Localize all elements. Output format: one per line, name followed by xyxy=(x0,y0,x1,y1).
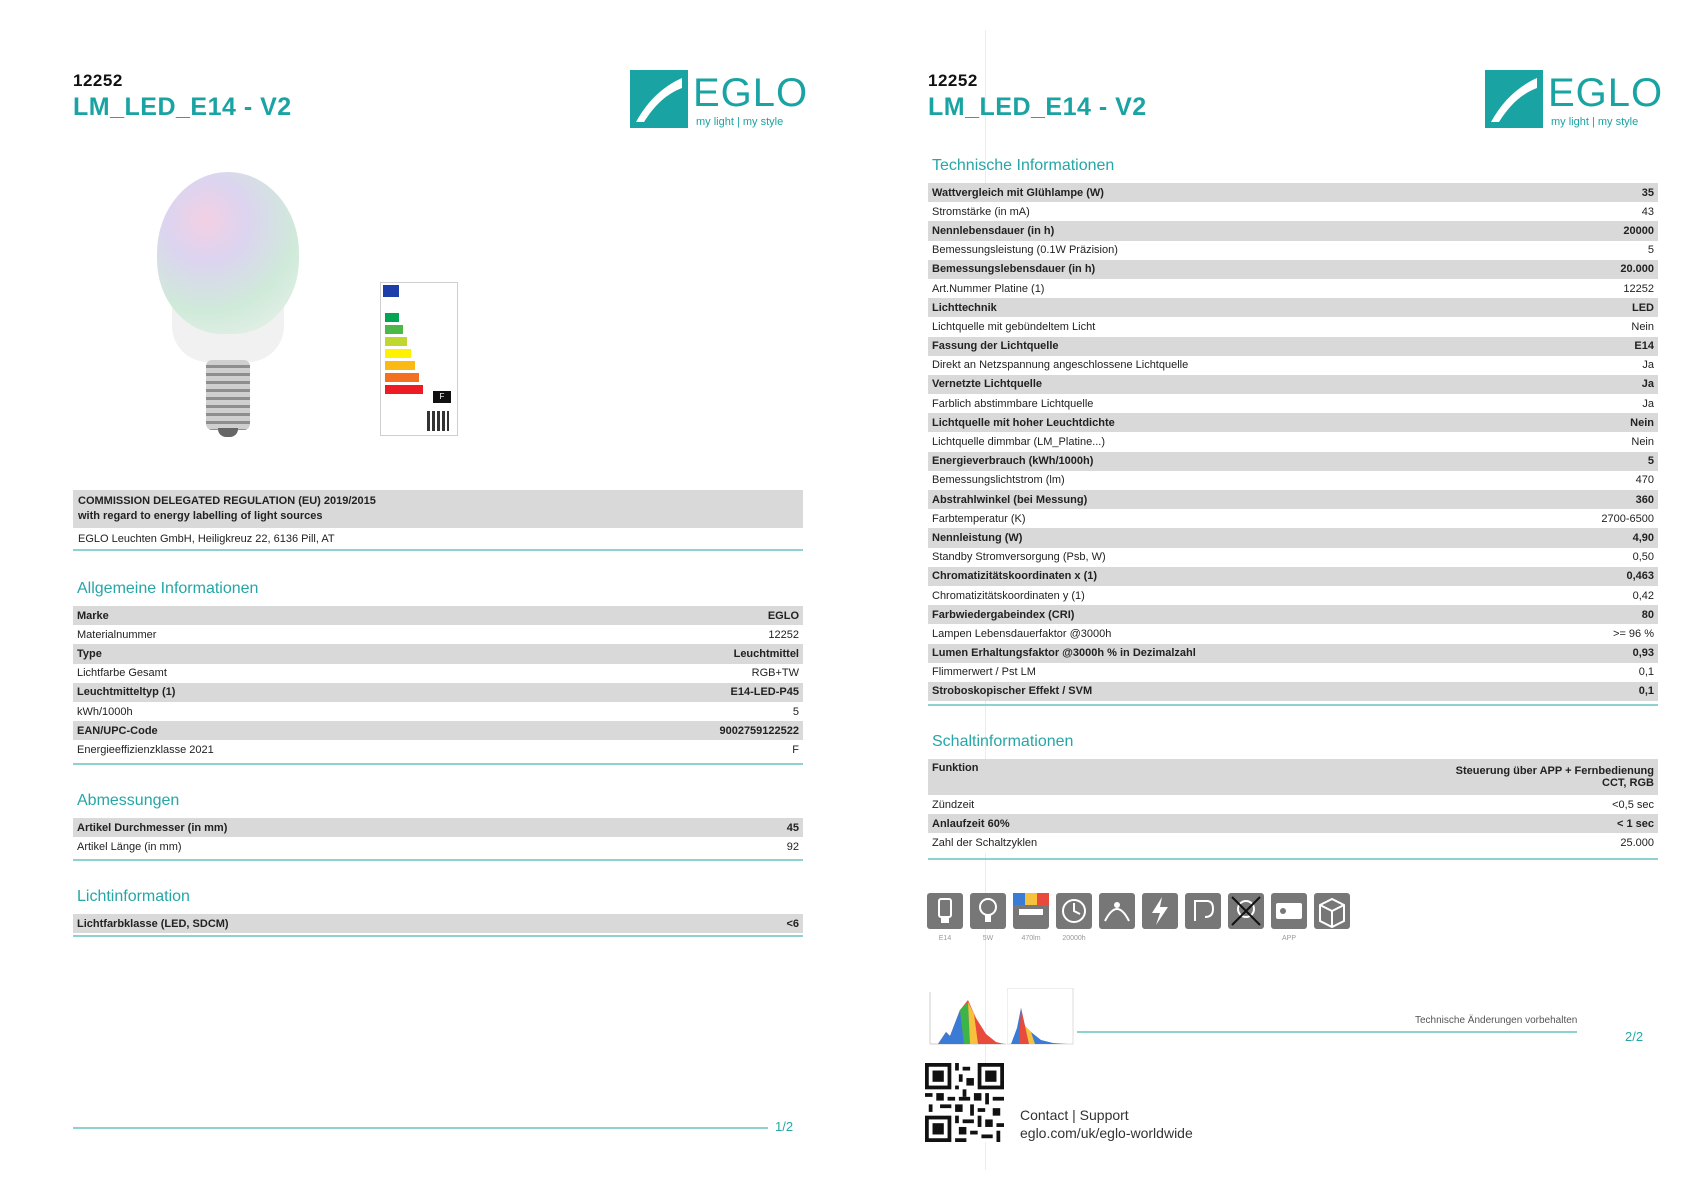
spec-value: 20000 xyxy=(1525,221,1658,240)
icon-caption: E14 xyxy=(938,935,952,942)
table-row xyxy=(928,452,1658,471)
page-number: 1/2 xyxy=(775,1119,794,1134)
table-row xyxy=(73,644,803,663)
table-row xyxy=(73,702,803,721)
spec-label: Marke xyxy=(73,606,528,625)
remote-app-icon xyxy=(1271,893,1307,929)
spec-value: 0,93 xyxy=(1525,644,1658,663)
eglo-logo xyxy=(1485,70,1664,134)
table-row xyxy=(928,317,1658,336)
spec-value: <6 xyxy=(720,914,803,933)
product-model: LM_LED_E14 - V2 xyxy=(73,93,292,121)
page-number: 2/2 xyxy=(1625,1029,1644,1044)
spec-value: Nein xyxy=(1525,317,1658,336)
spec-label: Stroboskopischer Effekt / SVM xyxy=(928,682,1525,701)
beam-angle-icon xyxy=(1099,893,1135,929)
spec-value: Nein xyxy=(1525,432,1658,451)
manufacturer-address: EGLO Leuchten GmbH, Heiligkreuz 22, 6136 Pill, AT xyxy=(78,533,335,545)
table-row xyxy=(928,490,1658,509)
article-number: 12252 xyxy=(928,71,978,90)
spec-label: Funktion xyxy=(928,759,1187,795)
spec-value: F xyxy=(528,740,803,759)
bulb-tip xyxy=(218,428,238,437)
spec-value: LED xyxy=(1525,298,1658,317)
cap-base-icon xyxy=(927,893,963,929)
spec-label: Energieeffizienzklasse 2021 xyxy=(73,740,528,759)
spec-value: 92 xyxy=(720,837,803,856)
spectrum-chart-warm xyxy=(928,990,1008,1051)
light-info-table xyxy=(73,914,803,933)
table-row xyxy=(928,605,1658,624)
disclaimer-rule xyxy=(1077,1031,1577,1033)
table-row xyxy=(928,413,1658,432)
contact-block xyxy=(1020,1106,1193,1142)
table-row xyxy=(928,356,1658,375)
table-row xyxy=(928,279,1658,298)
spec-label: Chromatizitätskoordinaten y (1) xyxy=(928,586,1525,605)
dimensions-rule xyxy=(73,859,803,861)
spec-label: Abstrahlwinkel (bei Messung) xyxy=(928,490,1525,509)
spec-value: Nein xyxy=(1525,413,1658,432)
spec-label: Lichtfarbklasse (LED, SDCM) xyxy=(73,914,720,933)
contact-heading: Contact | Support xyxy=(1020,1107,1129,1123)
table-row xyxy=(73,818,803,837)
spec-label: Energieverbrauch (kWh/1000h) xyxy=(928,452,1525,471)
spec-value: 470 xyxy=(1525,471,1658,490)
section-title-switching: Schaltinformationen xyxy=(932,733,1074,750)
spec-value: 5 xyxy=(1525,241,1658,260)
energy-label-qr xyxy=(427,411,449,431)
table-row xyxy=(928,833,1658,852)
general-info-table xyxy=(73,606,803,760)
table-row xyxy=(928,567,1658,586)
not-dimmable-icon xyxy=(1228,893,1264,929)
spec-label: Anlaufzeit 60% xyxy=(928,814,1187,833)
table-row xyxy=(928,221,1658,240)
spec-value: 12252 xyxy=(1525,279,1658,298)
spec-value: 80 xyxy=(1525,605,1658,624)
icon-caption: 5W xyxy=(982,935,994,942)
eglo-logo-mark-icon xyxy=(630,70,688,128)
spec-label: Vernetzte Lichtquelle xyxy=(928,375,1525,394)
spec-label: Nennlebensdauer (in h) xyxy=(928,221,1525,240)
table-row xyxy=(928,202,1658,221)
icon-caption: 20000h xyxy=(1062,935,1086,942)
spec-label: Lichtquelle mit gebündeltem Licht xyxy=(928,317,1525,336)
table-row xyxy=(928,644,1658,663)
spec-value: Ja xyxy=(1525,356,1658,375)
spec-value: 0,1 xyxy=(1525,682,1658,701)
technical-info-table xyxy=(928,183,1658,701)
regulation-block xyxy=(73,490,803,551)
table-row xyxy=(73,914,803,933)
logo-wordmark: EGLO xyxy=(1548,71,1664,115)
spec-label: Farblich abstimmbare Lichtquelle xyxy=(928,394,1525,413)
spec-value xyxy=(1187,759,1658,795)
disclaimer-text: Technische Änderungen vorbehalten xyxy=(1415,1015,1578,1026)
spec-label: Zahl der Schaltzyklen xyxy=(928,833,1187,852)
table-row xyxy=(928,298,1658,317)
spec-label: EAN/UPC-Code xyxy=(73,721,528,740)
spec-label: Lichtquelle dimmbar (LM_Platine...) xyxy=(928,432,1525,451)
spec-value: 9002759122522 xyxy=(528,721,803,740)
section-title-dimensions: Abmessungen xyxy=(77,792,180,809)
spectrum-graph-icon xyxy=(928,990,1008,1046)
table-row xyxy=(73,683,803,702)
spec-label: Stromstärke (in mA) xyxy=(928,202,1525,221)
icon-caption: APP xyxy=(1281,935,1296,942)
spec-label: Type xyxy=(73,644,528,663)
spec-value: 12252 xyxy=(528,625,803,644)
spec-label: Flimmerwert / Pst LM xyxy=(928,663,1525,682)
table-row xyxy=(928,260,1658,279)
table-row xyxy=(73,606,803,625)
spec-label: Farbwiedergabeindex (CRI) xyxy=(928,605,1525,624)
spec-value: E14-LED-P45 xyxy=(528,683,803,702)
logo-wordmark: EGLO xyxy=(693,71,809,115)
product-model: LM_LED_E14 - V2 xyxy=(928,93,1147,121)
table-row xyxy=(73,721,803,740)
spec-label: Bemessungslebensdauer (in h) xyxy=(928,260,1525,279)
table-row xyxy=(928,432,1658,451)
spec-label: Lichtquelle mit hoher Leuchtdichte xyxy=(928,413,1525,432)
spec-value: 0,50 xyxy=(1525,548,1658,567)
spec-label: Artikel Durchmesser (in mm) xyxy=(73,818,720,837)
spec-value: 4,90 xyxy=(1525,528,1658,547)
spec-value: Ja xyxy=(1525,394,1658,413)
spec-value: 35 xyxy=(1525,183,1658,202)
table-row xyxy=(928,528,1658,547)
spec-label: Standby Stromversorgung (Psb, W) xyxy=(928,548,1525,567)
technical-info-rule xyxy=(928,704,1658,706)
bulb-glass xyxy=(157,172,299,334)
eglo-logo-mark-icon xyxy=(1485,70,1543,128)
spec-label: Lumen Erhaltungsfaktor @3000h % in Dezimalzahl xyxy=(928,644,1525,663)
general-info-rule xyxy=(73,763,803,765)
spec-value: 5 xyxy=(528,702,803,721)
spec-label: Materialnummer xyxy=(73,625,528,644)
light-info-rule xyxy=(73,935,803,937)
table-row xyxy=(928,394,1658,413)
spec-value: >= 96 % xyxy=(1525,624,1658,643)
spec-label: Lampen Lebensdauerfaktor @3000h xyxy=(928,624,1525,643)
spec-value: < 1 sec xyxy=(1187,814,1658,833)
article-number: 12252 xyxy=(73,71,123,90)
energy-label-image xyxy=(380,282,458,436)
spec-label: kWh/1000h xyxy=(73,702,528,721)
switching-info-table xyxy=(928,759,1658,853)
spec-label: Leuchtmitteltyp (1) xyxy=(73,683,528,702)
regulation-rule xyxy=(73,549,803,551)
table-row xyxy=(928,814,1658,833)
spec-label: Zündzeit xyxy=(928,795,1187,814)
spec-label: Lichttechnik xyxy=(928,298,1525,317)
table-row xyxy=(73,740,803,759)
datasheet-page-2 xyxy=(928,0,1699,1200)
bulb-e14-base xyxy=(206,360,250,430)
spec-value-line: Steuerung über APP + Fernbedienung xyxy=(1455,765,1654,777)
spec-value: 360 xyxy=(1525,490,1658,509)
table-row xyxy=(928,586,1658,605)
spec-label: Direkt an Netzspannung angeschlossene Lichtquelle xyxy=(928,356,1525,375)
spectrum-chart-cool xyxy=(1007,988,1077,1051)
spec-value: RGB+TW xyxy=(528,664,803,683)
spec-label: Bemessungslichtstrom (lm) xyxy=(928,471,1525,490)
spec-label: Art.Nummer Platine (1) xyxy=(928,279,1525,298)
spec-value: 0,1 xyxy=(1525,663,1658,682)
spec-value: <0,5 sec xyxy=(1187,795,1658,814)
lifetime-clock-icon xyxy=(1056,893,1092,929)
section-title-technical: Technische Informationen xyxy=(932,157,1115,174)
warmup-icon xyxy=(1185,893,1221,929)
spec-value: 2700-6500 xyxy=(1525,509,1658,528)
table-row xyxy=(928,682,1658,701)
regulation-subtitle: with regard to energy labelling of light sources xyxy=(78,510,323,522)
section-title-general: Allgemeine Informationen xyxy=(77,580,259,597)
spec-label: Wattvergleich mit Glühlampe (W) xyxy=(928,183,1525,202)
spec-value: 45 xyxy=(720,818,803,837)
energy-label-header xyxy=(383,285,455,299)
packaging-icon xyxy=(1314,893,1350,929)
spec-value: 0,463 xyxy=(1525,567,1658,586)
table-row xyxy=(928,663,1658,682)
table-row xyxy=(928,183,1658,202)
spectrum-graph-icon xyxy=(1007,988,1077,1046)
spec-value: E14 xyxy=(1525,337,1658,356)
table-row xyxy=(928,509,1658,528)
spec-label: Bemessungsleistung (0.1W Präzision) xyxy=(928,241,1525,260)
regulation-title: COMMISSION DELEGATED REGULATION (EU) 2019/2015 xyxy=(78,495,376,507)
spec-label: Chromatizitätskoordinaten x (1) xyxy=(928,567,1525,586)
colour-spectrum-icon xyxy=(1013,893,1049,929)
spec-label: Nennleistung (W) xyxy=(928,528,1525,547)
spec-label: Farbtemperatur (K) xyxy=(928,509,1525,528)
table-row xyxy=(928,337,1658,356)
contact-link[interactable]: eglo.com/uk/eglo-worldwide xyxy=(1020,1125,1193,1141)
table-row xyxy=(73,664,803,683)
energy-class-arrow: F xyxy=(433,391,451,403)
footer-rule xyxy=(73,1127,768,1129)
table-row xyxy=(928,624,1658,643)
spec-value: Leuchtmittel xyxy=(528,644,803,663)
table-row xyxy=(73,625,803,644)
spec-label: Lichtfarbe Gesamt xyxy=(73,664,528,683)
icon-caption: 470lm xyxy=(1021,935,1041,942)
spec-value: EGLO xyxy=(528,606,803,625)
qr-code-icon[interactable] xyxy=(925,1063,1004,1142)
spec-label: Fassung der Lichtquelle xyxy=(928,337,1525,356)
table-row xyxy=(928,548,1658,567)
spec-value: 20.000 xyxy=(1525,260,1658,279)
spec-value: Ja xyxy=(1525,375,1658,394)
spec-value: 0,42 xyxy=(1525,586,1658,605)
table-row xyxy=(928,471,1658,490)
spec-value: 25.000 xyxy=(1187,833,1658,852)
spec-label: Artikel Länge (in mm) xyxy=(73,837,720,856)
spec-value: 43 xyxy=(1525,202,1658,221)
table-row xyxy=(928,759,1658,795)
spec-value-line: CCT, RGB xyxy=(1602,777,1654,789)
spec-value: 5 xyxy=(1525,452,1658,471)
table-row xyxy=(928,795,1658,814)
switching-cycles-icon xyxy=(1142,893,1178,929)
logo-tagline: my light | my style xyxy=(696,116,784,128)
eglo-logo xyxy=(630,70,809,134)
table-row xyxy=(928,241,1658,260)
section-title-light: Lichtinformation xyxy=(77,888,190,905)
table-row xyxy=(928,375,1658,394)
switching-info-rule xyxy=(928,858,1658,860)
bulb-power-icon xyxy=(970,893,1006,929)
table-row xyxy=(73,837,803,856)
dimensions-table xyxy=(73,818,803,856)
logo-tagline: my light | my style xyxy=(1551,116,1639,128)
